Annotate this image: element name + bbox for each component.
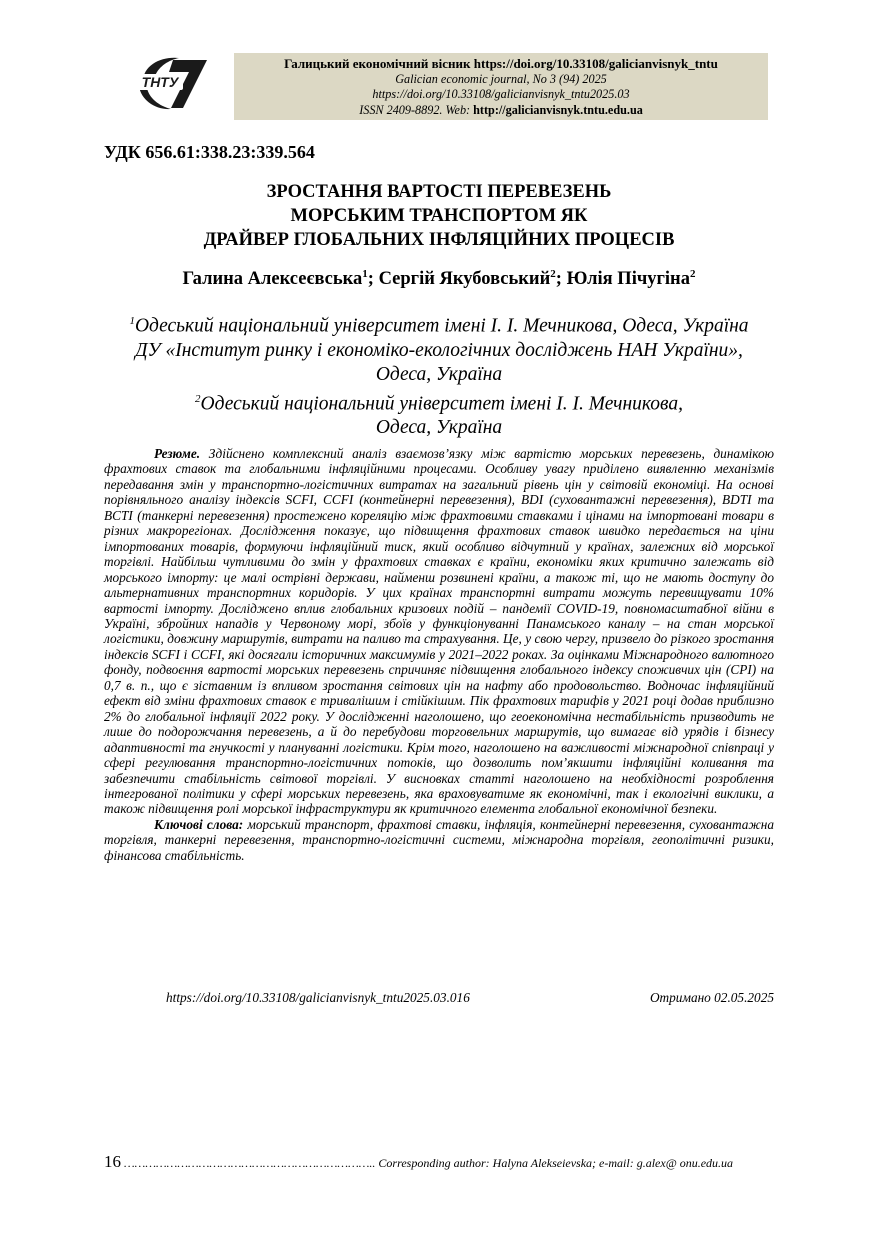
author-1-affil: 1 xyxy=(362,268,368,280)
author-separator: ; xyxy=(367,269,379,290)
journal-title-en: Galician economic journal, No 3 (94) 2025 xyxy=(395,71,607,86)
author-2-affil: 2 xyxy=(550,268,556,280)
issue-doi: https://doi.org/10.33108/galicianvisnyk_tntu2025.03 xyxy=(372,87,630,101)
affiliation-line-1: $^1$Одеський національний університет імені І. І. Мечникова, Одеса, Україна xyxy=(129,315,749,337)
author-1: Галина Алексеєвська xyxy=(182,269,363,290)
abstract-text: Здійснено комплексний аналіз взаємозв’язку між вартістю морських перевезень, динамікою фрахтових ставок та глобальними інфляційними процесами. Особливу увагу приділено виявленню механізмів передавання змін у транспортно-логістичних витратах на загальний рівень цін у світовій економіці. На основі порівняльного аналізу індексів SCFI, CCFI (контейнерні перевезення), BDI (суховантажні перевезення), BDTI та BCTI (танкерні перевезення) простежено кореляцію між фрахтовими ставками і цінами на імпортовані товари в різних макрорегіонах. Дослідження показує, що підвищення фрахтових ставок швидко передається на ціни імпортованих товарів, формуючи інфляційний тиск, який особливо відчутний у країнах, залежних від морської торгівлі. Найбільш чутливими до змін у фрахтових ставках є країни, економіки яких критично залежать від морського імпорту: це малі острівні держави, найменш розвинені країни, а також ті, що не мають доступу до альтернативних транспортних коридорів. У цих країнах транспортні витрати можуть перевищувати 10% вартості імпорту. Досліджено вплив глобальних кризових подій – пандемії COVID-19, повномасштабної війни в Україні, збройних нападів у Червоному морі, збоїв у функціонуванні Панамського каналу – на стан морської логістики, довжину маршрутів, витрати на паливо та страхування. Це, у свою чергу, призвело до різкого зростання індексів SCFI і CCFI, які досягали історичних максимумів у 2021–2022 роках. За оцінками Міжнародного валютного фонду, подвоєння вартості морських перевезень спричиняє підвищення глобального індексу споживчих цін (CPI) на 0,7 в. п., що є зіставним із впливом зростання світових цін на нафту або продовольство. Водночас інфляційний ефект від зміни фрахтових ставок є тривалішим і стійкішим. Пік фрахтових тарифів у 2021 році додав приблизно 2% до глобальної інфляції 2022 року. У дослідженні наголошено, що геоекономічна нестабільність призводить не лише до подорожчання перевезень, а й до перебудови торговельних маршрутів, що вимагає від урядів і бізнесу адаптивності та гнучкості у плануванні логістики. Крім того, наголошено на важливості міжнародної співпраці у сфері регулювання транспортно-логістичних потоків, що дозволить пом’якшити інфляційні коливання та забезпечити стабільність світової торгівлі. У висновках статті наголошено на необхідності розроблення інтегрованої політики у сфері морських перевезень, яка враховуватиме як економічні, так і екологічні виклики, а також підвищення ролі морської інфраструктури як критичного елемента глобальної економічної безпеки. xyxy=(104,446,774,817)
keywords-text: морський транспорт, фрахтові ставки, інфляція, контейнерні перевезення, суховантажна торгівля, танкерні перевезення, транспортно-логістичні системи, міжнародна торгівля, геополітичні ризики, фінансова стабільність. xyxy=(104,816,775,863)
udk-code: УДК 656.61:338.23:339.564 xyxy=(104,142,315,162)
affiliation-line-2: ДУ «Інститут ринку і економіко-екологічних досліджень НАН України», xyxy=(135,339,743,361)
issn-line xyxy=(234,103,768,119)
author-3-affil: 2 xyxy=(689,268,696,280)
affiliation-line-4: $^2$Одеський національний університет імені І. І. Мечникова, xyxy=(195,392,683,414)
footer-dots: …………………………………………………………….. xyxy=(121,1156,376,1170)
abstract-label: Резюме. xyxy=(154,446,201,461)
affiliation-line-3: Одеса, Україна xyxy=(375,363,503,385)
affiliation-marker-1: 1 xyxy=(129,315,135,327)
title-line-2: МОРСЬКИМ ТРАНСПОРТОМ ЯК xyxy=(290,206,588,226)
page-footer xyxy=(104,1152,774,1172)
website-link[interactable]: http://galicianvisnyk.tntu.edu.ua xyxy=(473,102,643,117)
title-line-3: ДРАЙВЕР ГЛОБАЛЬНИХ ІНФЛЯЦІЙНИХ ПРОЦЕСІВ xyxy=(203,230,675,250)
author-2: Сергій Якубовський xyxy=(378,269,551,290)
article-title xyxy=(104,180,774,252)
keywords xyxy=(104,817,774,863)
issn-prefix: ISSN 2409-8892. Web: xyxy=(359,102,474,117)
journal-header xyxy=(234,53,768,120)
article-doi-link[interactable]: https://doi.org/10.33108/galicianvisnyk_tntu2025.03.016 xyxy=(166,990,470,1005)
page-number: 16 xyxy=(104,1152,121,1171)
keywords-label: Ключові слова: xyxy=(154,816,244,832)
received-date: Отримано 02.05.2025 xyxy=(649,990,774,1005)
affiliations xyxy=(104,309,774,440)
journal-title: Галицький економічний вісник https://doi.org/10.33108/galicianvisnyk_tntu xyxy=(284,56,718,71)
logo-text: ТНТУ xyxy=(141,74,179,90)
journal-logo xyxy=(133,52,211,114)
authors xyxy=(104,268,774,290)
affiliation-marker-2: 2 xyxy=(195,392,201,405)
tntu-logo-icon xyxy=(133,52,211,114)
author-separator: ; xyxy=(555,269,567,290)
title-line-1: ЗРОСТАННЯ ВАРТОСТІ ПЕРЕВЕЗЕНЬ xyxy=(266,182,612,202)
affiliation-line-5: Одеса, Україна xyxy=(375,417,503,438)
abstract-block xyxy=(104,446,774,863)
corresponding-author: Corresponding author: Halyna Alekseievska; e-mail: g.alex@ onu.edu.ua xyxy=(375,1156,734,1170)
abstract xyxy=(104,446,774,817)
author-3: Юлія Пічугіна xyxy=(566,269,690,290)
